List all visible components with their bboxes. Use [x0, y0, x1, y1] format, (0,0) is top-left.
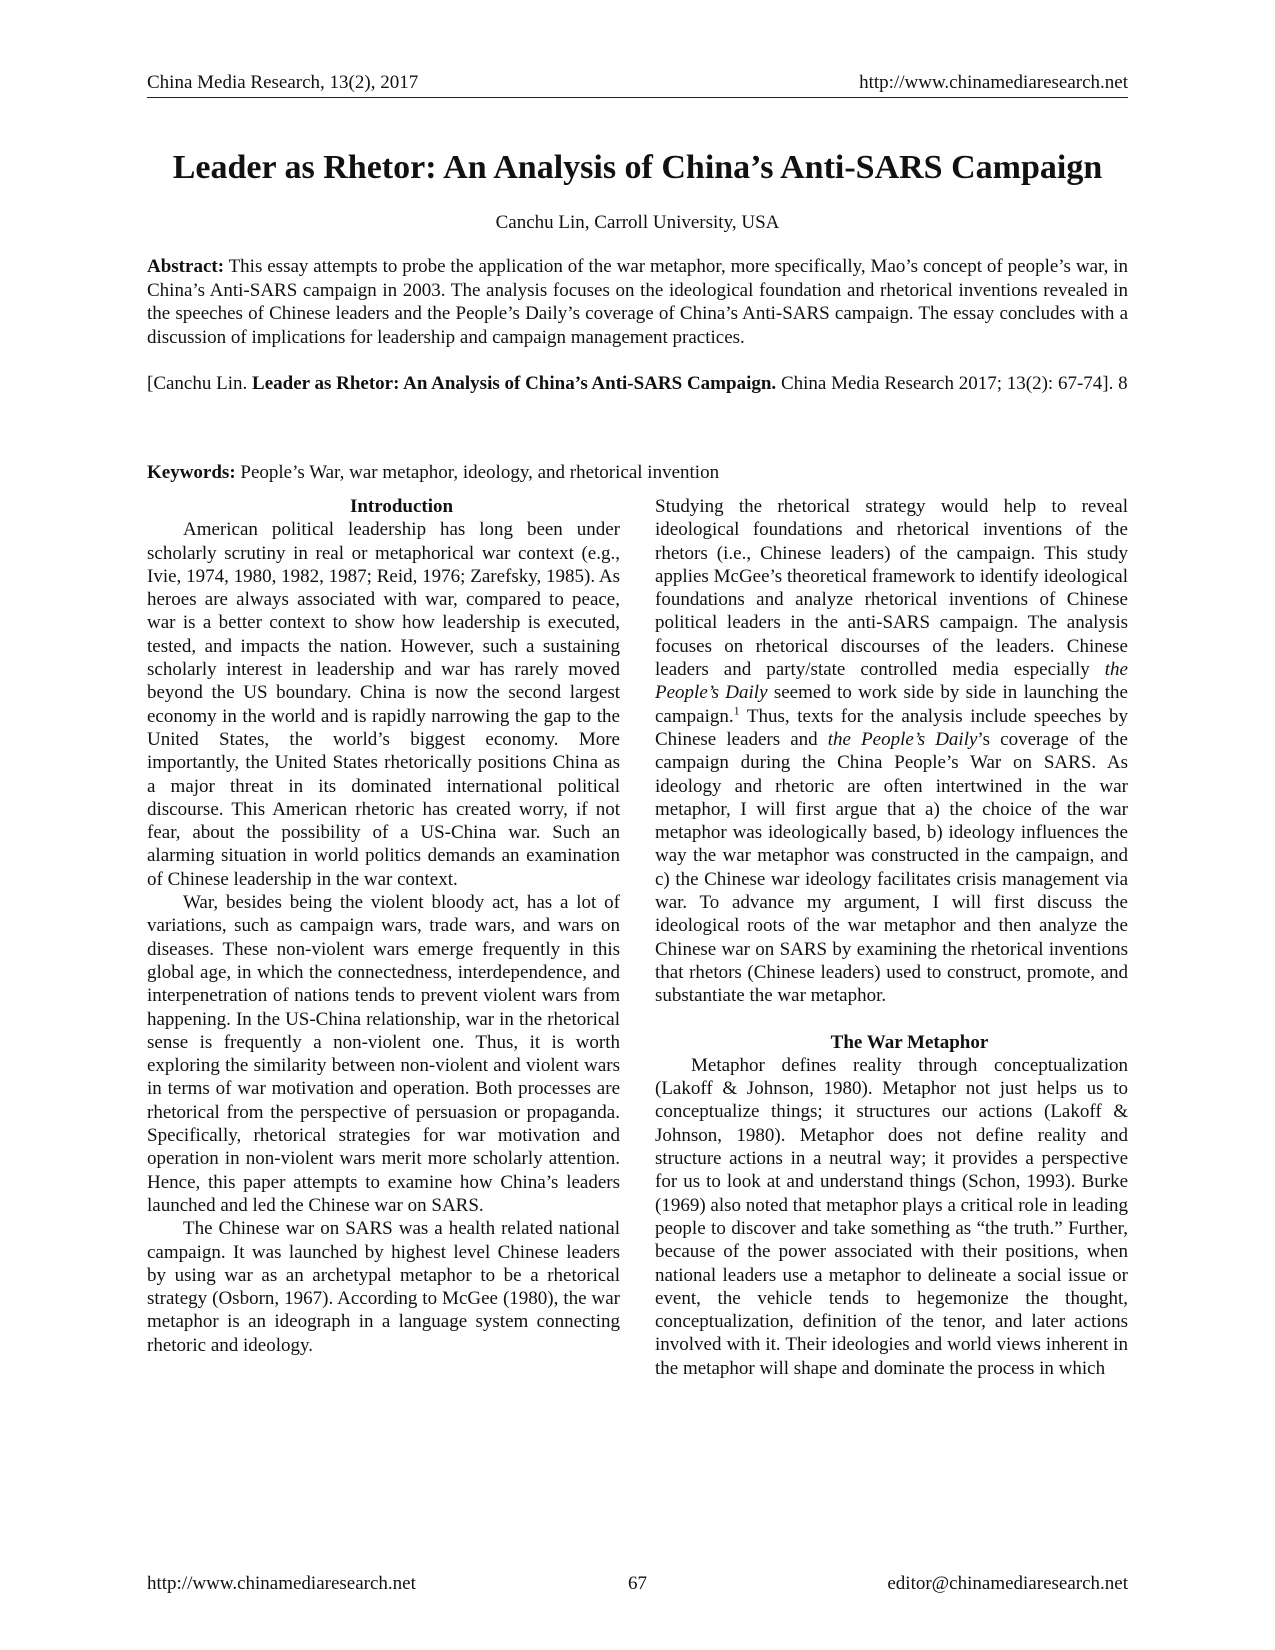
right-column: [655, 495, 1128, 1380]
footer-url: http://www.chinamediaresearch.net: [147, 1573, 416, 1594]
intro-paragraph-1: American political leadership has long been under scholarly scrutiny in real or metaphorical war context (e.g., Ivie, 1974, 1980, 1982, 1987; Reid, 1976; Zarefsky, 1985). As heroes are always associated with war, compared to peace, war is a better context to show how leadership is executed, tested, and impacts the nation. However, such a sustaining scholarly interest in leadership and war has rarely moved beyond the US boundary. China is now the second largest economy in the world and is rapidly narrowing the gap to the United States, the world’s biggest economy. More importantly, the United States rhetorically positions China as a major threat in its dominated international political discourse. This American rhetoric has created worry, if not fear, about the possibility of a US-China war. Such an alarming situation in world politics demands an examination of Chinese leadership in the war context.: [147, 519, 620, 890]
intro-paragraph-2: War, besides being the violent bloody act, has a lot of variations, such as campaign wars, trade wars, and wars on diseases. These non-violent wars emerge frequently in this global age, in which the connectedness, interdependence, and interpenetration of nations tends to prevent violent wars from happening. In the US-China relationship, war in the rhetorical sense is frequently a non-violent one. Thus, it is worth exploring the similarity between non-violent and violent wars in terms of war motivation and operation. Both processes are rhetorical from the perspective of persuasion or propaganda. Specifically, rhetorical strategies for war motivation and operation in non-violent wars merit more scholarly attention. Hence, this paper attempts to examine how China’s leaders launched and led the Chinese war on SARS.: [147, 892, 620, 1216]
citation-title: Leader as Rhetor: An Analysis of China’s Anti-SARS Campaign.: [252, 373, 777, 394]
citation-suffix: China Media Research 2017; 13(2): 67-74]. 8: [776, 373, 1128, 394]
section-spacer: [655, 1008, 1128, 1031]
keywords-text: People’s War, war metaphor, ideology, and rhetorical invention: [235, 462, 720, 483]
abstract: [147, 255, 1128, 349]
intro-paragraph-3: The Chinese war on SARS was a health related national campaign. It was launched by highest level Chinese leaders by using war as an archetypal metaphor to be a rhetorical strategy (Osborn, 1967). According to McGee (1980), the war metaphor is an ideograph in a language system connecting rhetoric and ideology.: [147, 1218, 620, 1356]
footnote-marker: 1: [733, 703, 740, 718]
keywords-label: Keywords:: [147, 462, 236, 483]
newspaper-title: the People’s Daily: [827, 728, 978, 750]
section-heading-introduction: Introduction: [349, 496, 454, 517]
header-rule: [147, 97, 1128, 98]
citation-prefix: [Canchu Lin.: [147, 373, 253, 394]
intro-paragraph-continued: Studying the rhetorical strategy would help to reveal ideological foundations and rhetorical inventions of the rhetors (i.e., Chinese leaders) of the campaign. This study applies McGee’s theoretical framework to identify ideological foundations and analyze rhetorical inventions of Chinese political leaders in the anti-SARS campaign. The analysis focuses on rhetorical discourses of the leaders. Chinese leaders and party/state controlled media especially the People’s Daily seemed to work side by side in launching the campaign.$^1$ Thus, texts for the analysis include speeches by Chinese leaders and the People’s Daily’s coverage of the campaign during the China People’s War on SARS. As ideology and rhetoric are often intertwined in the war metaphor, I will first argue that a) the choice of the war metaphor was ideologically based, b) ideology influences the way the war metaphor was constructed in the campaign, and c) the Chinese war ideology facilitates crisis management via war. To advance my argument, I will first discuss the ideological roots of the war metaphor and then analyze the Chinese war on SARS by examining the rhetorical inventions that rhetors (Chinese leaders) used to construct, promote, and substantiate the war metaphor.: [655, 496, 1128, 1007]
war-metaphor-paragraph: Metaphor defines reality through conceptualization (Lakoff & Johnson, 1980). Metaphor not just helps us to conceptualize things; it structures our actions (Lakoff & Johnson, 1980). Metaphor does not define reality and structure actions in a neutral way; it provides a perspective for us to look at and understand things (Schon, 1993). Burke (1969) also noted that metaphor plays a critical role in leading people to discover and take something as “the truth.” Further, because of the power associated with their positions, when national leaders use a metaphor to delineate a social issue or event, the vehicle tends to hegemonize the thought, conceptualization, definition of the tenor, and later actions involved with it. Their ideologies and world views inherent in the metaphor will shape and dominate the process in which: [655, 1054, 1128, 1379]
paper-title: Leader as Rhetor: An Analysis of China’s Anti-SARS Campaign: [172, 149, 1103, 186]
author-line: Canchu Lin, Carroll University, USA: [495, 212, 780, 233]
newspaper-title: the People’s Daily: [655, 659, 1128, 704]
page-number: 67: [628, 1573, 647, 1594]
footer-email: editor@chinamediaresearch.net: [887, 1573, 1128, 1594]
abstract-text: This essay attempts to probe the application of the war metaphor, more specifically, Mao’s concept of people’s war, in China’s Anti-SARS campaign in 2003. The analysis focuses on the ideological foundation and rhetorical inventions revealed in the speeches of Chinese leaders and the People’s Daily’s coverage of China’s Anti-SARS campaign. The essay concludes with a discussion of implications for leadership and campaign management practices.: [147, 256, 1128, 348]
citation: [147, 372, 1128, 396]
running-header-journal: China Media Research, 13(2), 2017: [147, 72, 419, 93]
left-column: [147, 495, 620, 1357]
section-heading-war-metaphor: The War Metaphor: [830, 1031, 989, 1053]
keywords: [147, 461, 1128, 485]
running-header-url: http://www.chinamediaresearch.net: [859, 72, 1128, 93]
abstract-label: Abstract:: [147, 256, 225, 277]
